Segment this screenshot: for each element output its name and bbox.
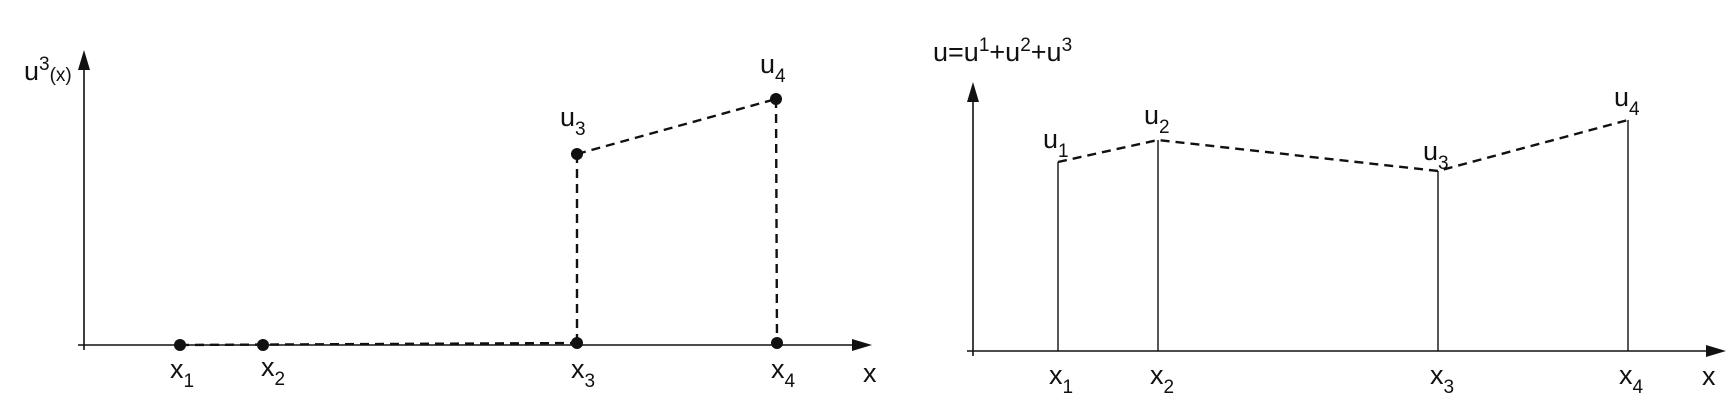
right-node-label-x4: $x_4$: [1619, 360, 1644, 398]
left-node-label-x3: $x_3$: [571, 354, 596, 392]
left-x-axis-arrow: [852, 339, 872, 351]
left-node-label-x1: $x_1$: [170, 354, 195, 392]
left-y-axis-label: $u^3_{(x)}$: [24, 54, 72, 86]
right-value-label-u2: $u_2$: [1144, 100, 1170, 138]
left-node-dot-x1: [174, 339, 186, 351]
left-dashed-stem-x4: [776, 99, 777, 343]
right-y-axis-arrow: [967, 82, 979, 102]
left-value-label-u3: $u_3$: [560, 102, 586, 140]
right-x-axis-arrow: [1706, 345, 1726, 357]
right-y-axis-label: $u=u^1+u^2+u^3$: [933, 35, 1073, 67]
left-node-dot-x4: [771, 337, 783, 349]
left-value-dot-u3: [571, 148, 583, 160]
right-node-label-x2: $x_2$: [1150, 360, 1175, 398]
right-panel: [933, 35, 1726, 398]
left-node-label-x2: $x_2$: [261, 352, 286, 390]
left-node-label-x4: $x_4$: [771, 354, 796, 392]
left-y-axis-arrow: [78, 50, 90, 70]
right-node-label-x3: $x_3$: [1430, 360, 1455, 398]
right-node-label-x1: $x_1$: [1049, 360, 1074, 398]
right-value-label-u3: $u_3$: [1423, 136, 1449, 174]
left-node-dot-x3: [571, 337, 583, 349]
right-x-axis-label: x: [1702, 361, 1716, 391]
left-value-label-u4: $u_4$: [760, 49, 786, 87]
left-value-dot-u4: [770, 93, 782, 105]
right-value-label-u4: $u_4$: [1614, 82, 1640, 120]
left-dashed-segment-u3-u4: [577, 99, 776, 154]
left-x-axis-label: x: [863, 358, 877, 388]
right-value-label-u1: $u_1$: [1043, 124, 1069, 162]
left-node-dot-x2: [257, 339, 269, 351]
left-panel: [24, 49, 877, 392]
